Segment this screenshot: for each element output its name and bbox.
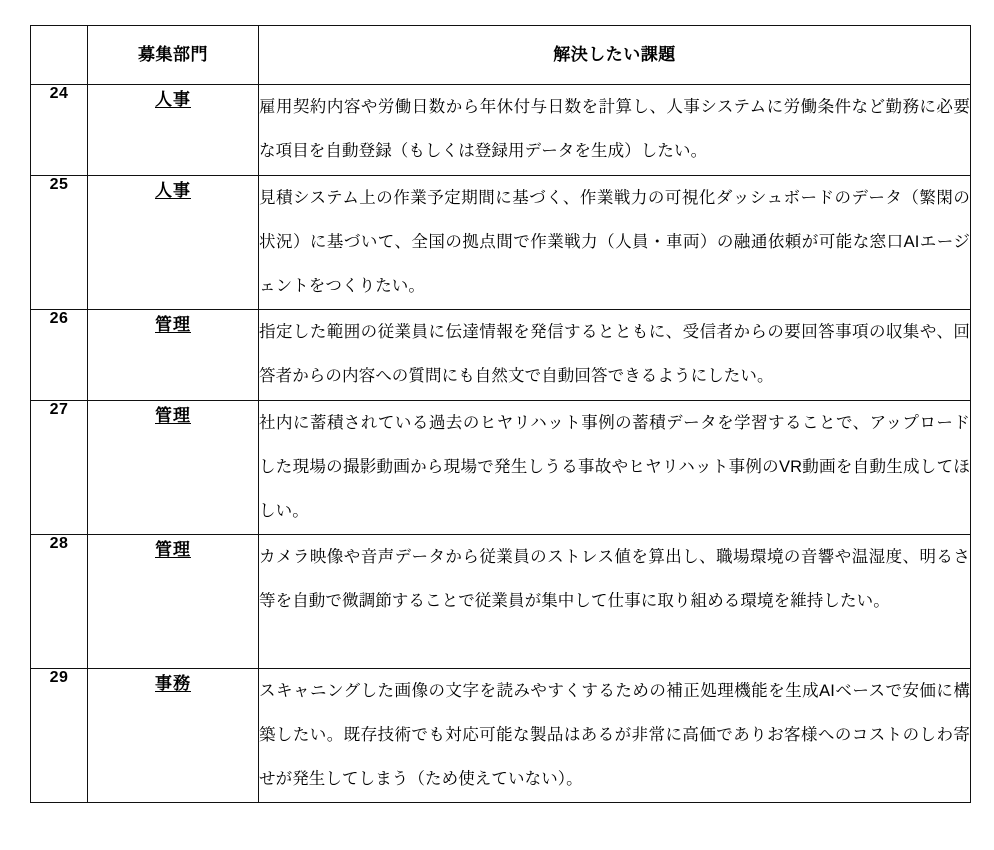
row-number-cell: 29 bbox=[31, 669, 88, 803]
issue-text: 指定した範囲の従業員に伝達情報を発信するとともに、受信者からの要回答事項の収集や、回答者からの内容への質問にも自然文で自動回答できるようにしたい。 bbox=[259, 323, 970, 385]
issue-text: 社内に蓄積されている過去のヒヤリハット事例の蓄積データを学習することで、アップロードした現場の撮影動画から現場で発生しうる事故やヒヤリハット事例のVR動画を自動生成してほしい。 bbox=[259, 414, 970, 520]
table-body bbox=[31, 85, 971, 803]
row-department-cell bbox=[88, 669, 259, 803]
row-number-cell: 25 bbox=[31, 176, 88, 310]
row-number-cell: 27 bbox=[31, 401, 88, 535]
issue-text: カメラ映像や音声データから従業員のストレス値を算出し、職場環境の音響や温湿度、明るさ等を自動で微調節することで従業員が集中して仕事に取り組める環境を維持したい。 bbox=[259, 548, 970, 610]
department-label: 人事 bbox=[155, 181, 191, 200]
table-row bbox=[31, 176, 971, 310]
row-issue-cell bbox=[259, 310, 971, 401]
row-issue-cell bbox=[259, 85, 971, 176]
table-row bbox=[31, 85, 971, 176]
table-header-row bbox=[31, 26, 971, 85]
row-department-cell bbox=[88, 85, 259, 176]
department-label: 管理 bbox=[155, 406, 191, 425]
row-number-cell: 26 bbox=[31, 310, 88, 401]
row-number-cell: 28 bbox=[31, 535, 88, 669]
row-issue-cell bbox=[259, 176, 971, 310]
row-issue-cell bbox=[259, 669, 971, 803]
row-issue-cell bbox=[259, 401, 971, 535]
column-header-issue bbox=[259, 26, 971, 85]
row-number-cell: 24 bbox=[31, 85, 88, 176]
row-department-cell bbox=[88, 535, 259, 669]
table-row bbox=[31, 669, 971, 803]
table-row bbox=[31, 535, 971, 669]
department-label: 人事 bbox=[155, 90, 191, 109]
issue-text: 見積システム上の作業予定期間に基づく、作業戦力の可視化ダッシュボードのデータ（繁閑の状況）に基づいて、全国の拠点間で作業戦力（人員・車両）の融通依頼が可能な窓口AIエージェントをつくりたい。 bbox=[259, 189, 970, 295]
row-issue-cell bbox=[259, 535, 971, 669]
table-row bbox=[31, 401, 971, 535]
department-label: 管理 bbox=[155, 540, 191, 559]
row-department-cell bbox=[88, 310, 259, 401]
column-header-number bbox=[31, 26, 88, 85]
issue-text: 雇用契約内容や労働日数から年休付与日数を計算し、人事システムに労働条件など勤務に必要な項目を自動登録（もしくは登録用データを生成）したい。 bbox=[259, 98, 970, 160]
row-department-cell bbox=[88, 176, 259, 310]
column-header-department bbox=[88, 26, 259, 85]
department-label: 事務 bbox=[155, 674, 191, 693]
table-row bbox=[31, 310, 971, 401]
department-label: 管理 bbox=[155, 315, 191, 334]
issue-text: スキャニングした画像の文字を読みやすくするための補正処理機能を生成AIベースで安価に構築したい。既存技術でも対応可能な製品はあるが非常に高価でありお客様へのコストのしわ寄せが発生してしまう（ため使えていない）。 bbox=[259, 682, 970, 788]
column-header-department-label: 募集部門 bbox=[138, 44, 208, 64]
issue-table bbox=[30, 25, 971, 803]
table-header bbox=[31, 26, 971, 85]
row-department-cell bbox=[88, 401, 259, 535]
column-header-issue-label: 解決したい課題 bbox=[553, 44, 676, 64]
